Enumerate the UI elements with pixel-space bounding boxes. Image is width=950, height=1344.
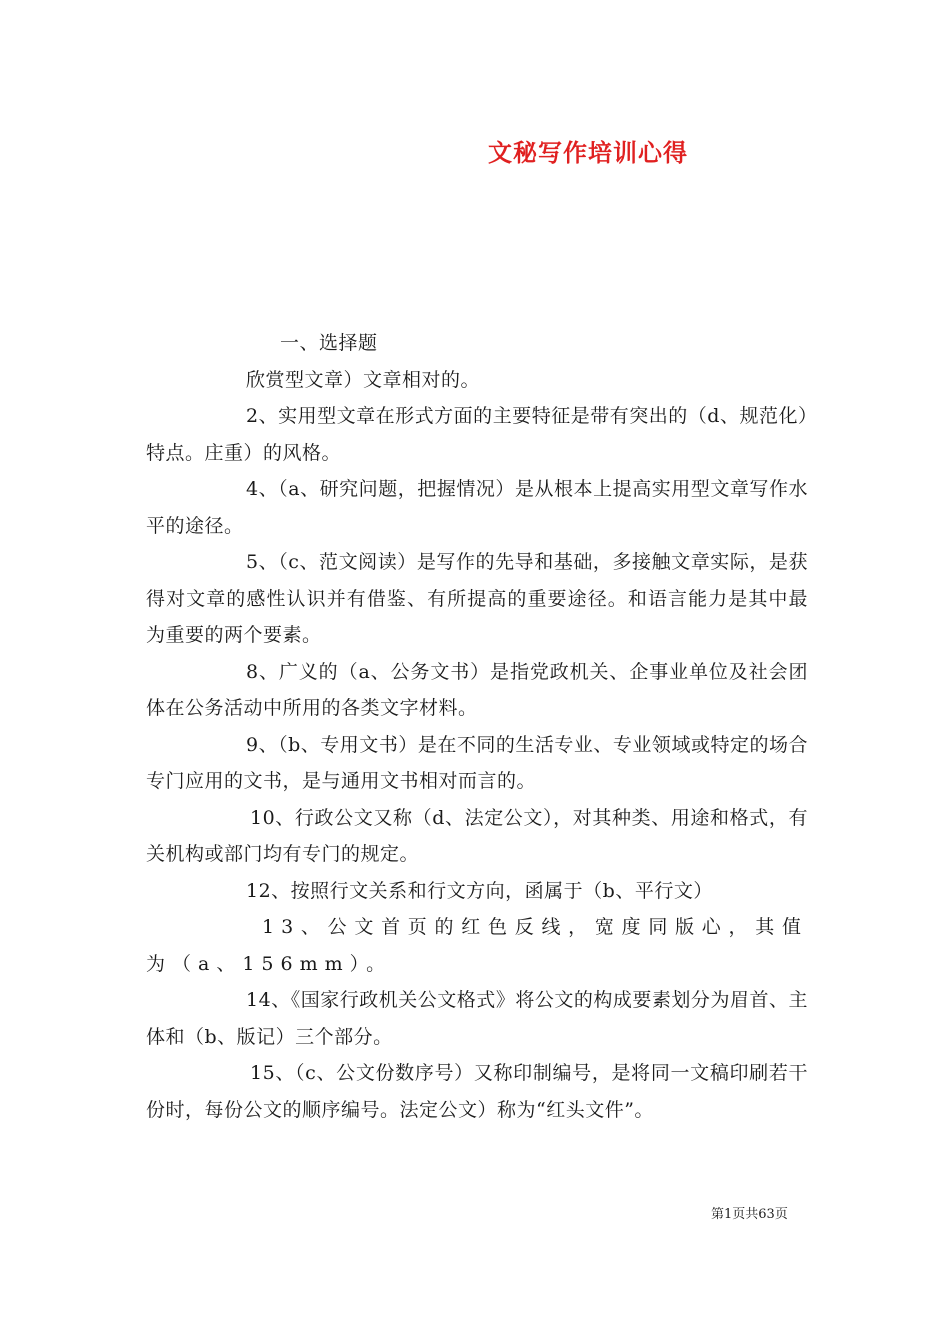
paragraph: 14、《国家行政机关公文格式》将公文的构成要素划分为眉首、主体和（b、版记）三个部分。 <box>146 989 808 1048</box>
paragraph: 欣赏型文章）文章相对的。 <box>246 368 481 391</box>
paragraph: 9、（b、专用文书）是在不同的生活专业、专业领域或特定的场合专门应用的文书，是与通用文书相对而言的。 <box>146 733 808 792</box>
paragraph: 12、按照行文关系和行文方向，函属于（b、平行文） <box>246 879 713 902</box>
section-heading: 一、选择题 <box>280 332 378 354</box>
paragraph: 8、广义的（a、公务文书）是指党政机关、企事业单位及社会团体在公务活动中所用的各类文字材料。 <box>146 660 808 719</box>
paragraph: 15、（c、公文份数序号）又称印制编号，是将同一文稿印刷若干份时，每份公文的顺序编号。法定公文）称为“红头文件”。 <box>146 1062 808 1121</box>
paragraph: 5、（c、范文阅读）是写作的先导和基础，多接触文章实际，是获得对文章的感性认识并有借鉴、有所提高的重要途径。和语言能力是其中最为重要的两个要素。 <box>146 551 808 646</box>
page-number-footer: 第1页共63页 <box>711 1207 788 1222</box>
paragraph: 2、实用型文章在形式方面的主要特征是带有突出的（d、规范化）特点。庄重）的风格。 <box>146 405 808 464</box>
document-body <box>146 325 808 1128</box>
paragraph: 13、公文首页的红色反线，宽度同版心，其值为（a、156mm）。 <box>146 916 808 975</box>
paragraph: 4、（a、研究问题，把握情况）是从根本上提高实用型文章写作水平的途径。 <box>146 478 808 537</box>
document-title: 文秘写作培训心得 <box>488 138 688 167</box>
paragraph: 10、行政公文又称（d、法定公文），对其种类、用途和格式，有关机构或部门均有专门的规定。 <box>146 806 808 865</box>
